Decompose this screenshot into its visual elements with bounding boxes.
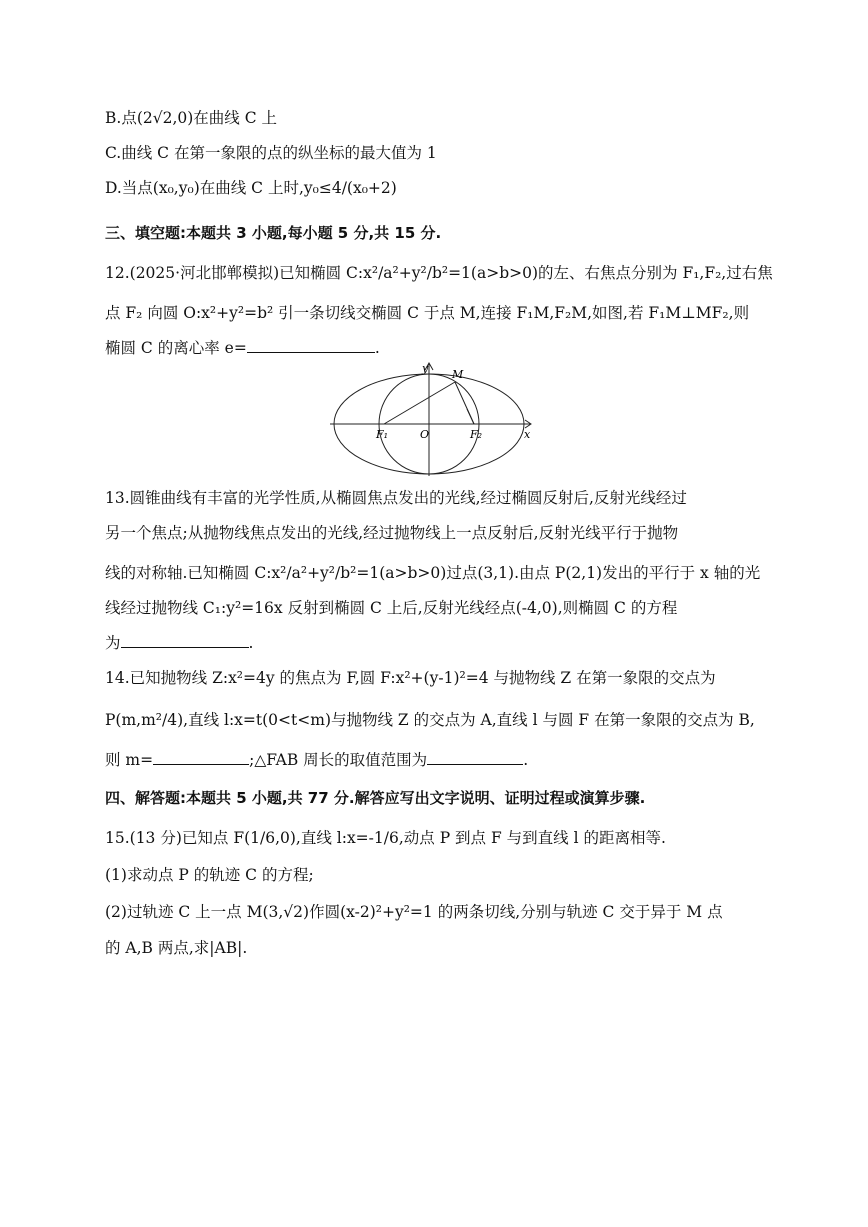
section-title-fill-in: 三、填空题:本题共 3 小题,每小题 5 分,共 15 分.	[105, 224, 442, 242]
q13-line-1: 13.圆锥曲线有丰富的光学性质,从椭圆焦点发出的光线,经过椭圆反射后,反射光线经过	[105, 489, 687, 507]
q13-line-2: 另一个焦点;从抛物线焦点发出的光线,经过抛物线上一点反射后,反射光线平行于抛物	[105, 524, 679, 542]
label-x: x	[524, 428, 531, 441]
q14-line-2: P(m,m²/4),直线 l:x=t(0<t<m)与抛物线 Z 的交点为 A,直线 l 与圆 F 在第一象限的交点为 B,	[105, 711, 755, 729]
answer-blank	[121, 633, 249, 648]
q12-line-3: 椭圆 C 的离心率 e= .	[105, 339, 380, 357]
option-c: C.曲线 C 在第一象限的点的纵坐标的最大值为 1	[105, 144, 437, 162]
q14-line-3: 则 m= ;△FAB 周长的取值范围为 .	[105, 751, 529, 769]
label-f2: F₂	[470, 428, 483, 441]
answer-blank	[153, 750, 249, 765]
label-y: y	[422, 362, 429, 375]
q15-part-2-line-1: (2)过轨迹 C 上一点 M(3,√2)作圆(x-2)²+y²=1 的两条切线,分别与轨迹 C 交于异于 M 点	[105, 903, 723, 921]
label-m: M	[452, 368, 464, 381]
q12-line-1: 12.(2025·河北邯郸模拟)已知椭圆 C:x²/a²+y²/b²=1(a>b>0)的左、右焦点分别为 F₁,F₂,过右焦	[105, 264, 773, 282]
q13-line-5-text: 为	[105, 634, 121, 652]
label-o: O	[420, 428, 430, 441]
q15-part-2-line-2: 的 A,B 两点,求|AB|.	[105, 939, 248, 957]
q12-line-3-text: 椭圆 C 的离心率 e=	[105, 339, 247, 357]
q12-line-2: 点 F₂ 向圆 O:x²+y²=b² 引一条切线交椭圆 C 于点 M,连接 F₁M,F₂M,如图,若 F₁M⊥MF₂,则	[105, 304, 750, 322]
q13-line-4: 线经过抛物线 C₁:y²=16x 反射到椭圆 C 上后,反射光线经点(-4,0),则椭圆 C 的方程	[105, 599, 678, 617]
q15-part-1: (1)求动点 P 的轨迹 C 的方程;	[105, 866, 314, 884]
option-d: D.当点(x₀,y₀)在曲线 C 上时,y₀≤4/(x₀+2)	[105, 179, 397, 197]
ellipse-circle-figure	[330, 360, 540, 478]
q14-line-1: 14.已知抛物线 Z:x²=4y 的焦点为 F,圆 F:x²+(y-1)²=4 与抛物线 Z 在第一象限的交点为	[105, 669, 716, 687]
label-f1: F₁	[376, 428, 389, 441]
answer-blank	[427, 750, 523, 765]
answer-blank	[247, 338, 375, 353]
tangent-line	[467, 409, 474, 424]
q14-line-3-text-a: 则 m=	[105, 751, 154, 769]
q14-line-3-text-b: ;△FAB 周长的取值范围为	[249, 751, 428, 769]
q15-line-1: 15.(13 分)已知点 F(1/6,0),直线 l:x=-1/6,动点 P 到点 F 与到直线 l 的距离相等.	[105, 829, 666, 847]
q13-line-3: 线的对称轴.已知椭圆 C:x²/a²+y²/b²=1(a>b>0)过点(3,1).由点 P(2,1)发出的平行于 x 轴的光	[105, 564, 761, 582]
q13-line-5: 为 .	[105, 634, 254, 652]
section-title-solve: 四、解答题:本题共 5 小题,共 77 分.解答应写出文字说明、证明过程或演算步骤.	[105, 789, 646, 807]
option-b: B.点(2√2,0)在曲线 C 上	[105, 109, 278, 127]
